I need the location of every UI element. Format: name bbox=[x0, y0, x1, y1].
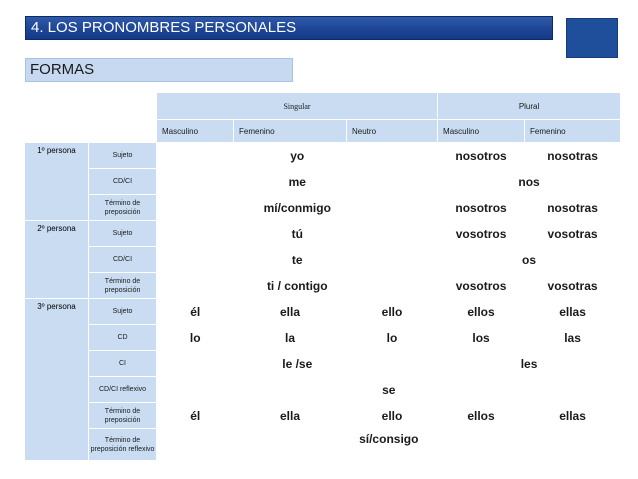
value-cell: ello bbox=[347, 299, 438, 325]
value-cell: los bbox=[438, 325, 525, 351]
value-cell: ellos bbox=[438, 403, 525, 429]
table-row bbox=[25, 325, 621, 351]
value-cell: le /se bbox=[157, 351, 438, 377]
row-label: Sujeto bbox=[89, 299, 157, 325]
plural-header: Plural bbox=[438, 93, 621, 120]
value-cell: la bbox=[234, 325, 347, 351]
value-cell: vosotros bbox=[438, 221, 525, 247]
value-cell: ellas bbox=[525, 403, 621, 429]
group-header-row bbox=[25, 93, 621, 120]
value-cell: las bbox=[525, 325, 621, 351]
row-label: Sujeto bbox=[89, 143, 157, 169]
value-cell: sí/consigo bbox=[157, 429, 621, 461]
header-masculino-singular: Masculino bbox=[157, 120, 234, 143]
value-cell: ella bbox=[234, 299, 347, 325]
value-cell: él bbox=[157, 403, 234, 429]
value-cell: me bbox=[157, 169, 438, 195]
value-cell: nosotros bbox=[438, 143, 525, 169]
row-label: CI bbox=[89, 351, 157, 377]
table-row bbox=[25, 377, 621, 403]
person-label-3: 3º persona bbox=[25, 299, 89, 461]
singular-header: Singular bbox=[157, 93, 438, 120]
value-cell: les bbox=[438, 351, 621, 377]
value-cell: vosotras bbox=[525, 273, 621, 299]
value-cell: ello bbox=[347, 403, 438, 429]
table-row bbox=[25, 143, 621, 169]
value-cell: ti / contigo bbox=[157, 273, 438, 299]
header-femenino-singular: Femenino bbox=[234, 120, 347, 143]
value-cell: se bbox=[157, 377, 621, 403]
value-cell: nosotros bbox=[438, 195, 525, 221]
value-cell: te bbox=[157, 247, 438, 273]
row-label: Término de preposición bbox=[89, 403, 157, 429]
value-cell: os bbox=[438, 247, 621, 273]
logo-square bbox=[566, 18, 618, 58]
row-label: Término de preposición bbox=[89, 273, 157, 299]
header-neutro: Neutro bbox=[347, 120, 438, 143]
value-cell: ellas bbox=[525, 299, 621, 325]
table-row bbox=[25, 247, 621, 273]
header-femenino-plural: Femenino bbox=[525, 120, 621, 143]
table-row bbox=[25, 299, 621, 325]
row-label: Término de preposición reflexivo bbox=[89, 429, 157, 461]
row-label: Sujeto bbox=[89, 221, 157, 247]
section-heading: FORMAS bbox=[25, 58, 293, 82]
value-cell: ellos bbox=[438, 299, 525, 325]
person-label-2: 2º persona bbox=[25, 221, 89, 299]
page-title: 4. LOS PRONOMBRES PERSONALES bbox=[25, 16, 553, 40]
row-label: CD/CI bbox=[89, 247, 157, 273]
pronouns-table bbox=[24, 92, 621, 461]
table-row bbox=[25, 273, 621, 299]
value-cell: tú bbox=[157, 221, 438, 247]
person-label-1: 1º persona bbox=[25, 143, 89, 221]
table-row bbox=[25, 221, 621, 247]
header-masculino-plural: Masculino bbox=[438, 120, 525, 143]
value-cell: vosotros bbox=[438, 273, 525, 299]
row-label: CD/CI bbox=[89, 169, 157, 195]
row-label: CD/CI reflexivo bbox=[89, 377, 157, 403]
value-cell: nosotras bbox=[525, 143, 621, 169]
table-row bbox=[25, 351, 621, 377]
value-cell: él bbox=[157, 299, 234, 325]
value-cell: nosotras bbox=[525, 195, 621, 221]
row-label: Término de preposición bbox=[89, 195, 157, 221]
value-cell: vosotras bbox=[525, 221, 621, 247]
value-cell: mí/conmigo bbox=[157, 195, 438, 221]
value-cell: lo bbox=[157, 325, 234, 351]
table-row bbox=[25, 195, 621, 221]
row-label: CD bbox=[89, 325, 157, 351]
value-cell: lo bbox=[347, 325, 438, 351]
value-cell: yo bbox=[157, 143, 438, 169]
value-cell: ella bbox=[234, 403, 347, 429]
table-row bbox=[25, 429, 621, 461]
corner-cell bbox=[25, 93, 157, 143]
table-row bbox=[25, 169, 621, 195]
table-row bbox=[25, 403, 621, 429]
value-cell: nos bbox=[438, 169, 621, 195]
